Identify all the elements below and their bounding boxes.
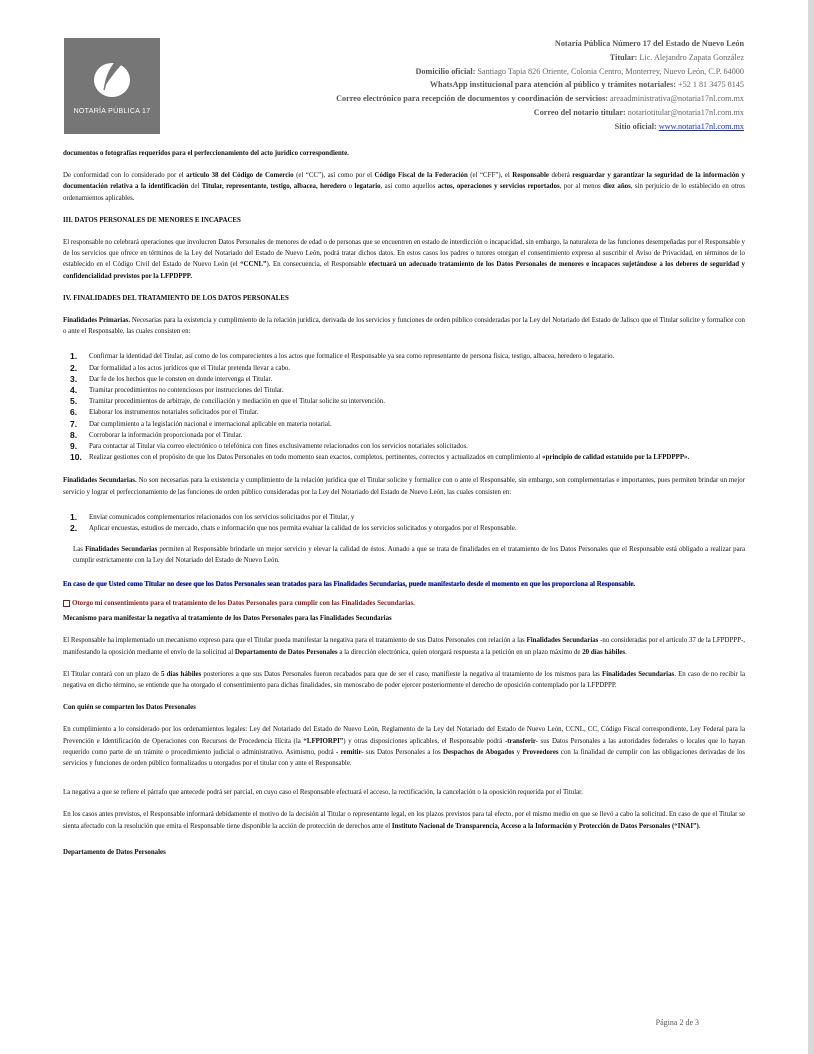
list-item: 7. Dar cumplimiento a la legislación nacional e internacional aplicable en materia notarial.	[70, 418, 332, 429]
list-item: 1. Enviar comunicados complementarios relacionados con los servicios solicitados por el Titular, y	[70, 511, 355, 522]
consent-checkbox[interactable]	[63, 600, 70, 607]
consent-checkbox-row[interactable]	[63, 598, 745, 609]
secondary-purposes-list	[63, 512, 745, 534]
notary-header	[336, 37, 744, 134]
list-item: 2. Aplicar encuestas, estudios de mercado, chats e información que nos permita evaluar la calidad de los servicios solicitados y otorgados por el Responsable.	[70, 523, 517, 534]
paragraph: De conformidad con lo considerado por el artículo 38 del Código de Comercio (el “CC”), así como por el Código Fiscal de la Federación (el “CFF”), el Responsable deberá resguardar y garantizar la seguridad de la información y documentación relativa a la identificación del Titular, representante, testigo, albacea, heredero o legatario, así como aquellos actos, operaciones y servicios reportados, por al menos diez años, sin perjuicio de lo establecido en otros ordenamientos aplicables.	[63, 172, 746, 202]
paragraph: El responsable no celebrará operaciones que involucren Datos Personales de menores de edad o de personas que se encuentren en estado de interdicción o incapacidad, sin embargo, la naturaleza de las funciones desempeñadas por el Responsable y de los servicios que ofrece en términos de la Ley del Notariado del Estado de Nuevo León, podrá tratar dichos datos. En estos casos los padres o tutores otorgan el consentimiento expreso al suscribir el Aviso de Privacidad, en términos de lo establecido en el Código Civil del Estado de Nuevo León (el “CCNL”). En consecuencia, el Responsable efectuará un adecuado tratamiento de los Datos Personales de menores e incapaces sujetándose a los deberes de seguridad y confidencialidad previstos por la LFPDPPP.	[63, 239, 746, 280]
section-heading: IV. FINALIDADES DEL TRATAMIENTO DE LOS DATOS PERSONALES	[63, 294, 289, 302]
paragraph: documentos o fotografías requeridos para el perfeccionamiento del acto jurídico correspondiente.	[63, 150, 349, 157]
correo-label: Correo electrónico para recepción de documentos y coordinación de servicios:	[336, 94, 608, 104]
list-item: 5. Tramitar procedimientos de arbitraje, de conciliación y mediación en que el Titular solicite su intervención.	[70, 396, 385, 407]
primary-purposes-list	[63, 351, 745, 463]
consent-label: Otorgo mi consentimiento para el tratamiento de los Datos Personales para cumplir con las Finalidades Secundarias.	[72, 599, 415, 607]
list-item: 4. Tramitar procedimientos no contenciosos por instrucciones del Titular.	[70, 385, 284, 396]
paragraph: En cumplimiento a lo considerado por los ordenamientos legales: Ley del Notariado del Estado de Nuevo León, Reglamento de la Ley del Notariado del Estado de Nuevo León, CCNL, CC, Código Fiscal correspondiente, Ley Federal para la Prevención e Identificación de Operaciones con Recursos de Procedencia Ilícita (la “LFPIORPI”) y otras disposiciones aplicables, el Responsable podrá -transferir- sus Datos Personales a las autoridades federales o locales que lo hayan requerido como parte de un trámite o procedimiento judicial o administrativo. Asimismo, podrá - remitir- sus Datos Personales a los Despachos de Abogados y Proveedores con la finalidad de cumplir con las obligaciones derivadas de los servicios y funciones de orden público formalizados u otorgados por el titular con y ante el Responsable.	[63, 726, 746, 767]
document-body	[63, 148, 745, 858]
list-item: 8. Corroborar la información proporcionada por el Titular.	[70, 429, 243, 440]
section-heading: Con quién se comparten los Datos Personales	[63, 704, 196, 712]
correo-notario-value: notariotitular@notaria17nl.com.mx	[627, 107, 744, 117]
paragraph: El Titular contará con un plazo de 5 días hábiles posteriores a que sus Datos Personales fueron recabados para que de ser el caso, manifieste la negativa al tratamiento de los mismos para las Finalidades Secundarias. En caso de no recibir la negativa en dicho término, se entiende que ha otorgado el consentimiento para dichas finalidades, sin menoscabo de poder ejercer posteriormente el derecho de oposición contemplado por la LFPDPPP.	[63, 670, 746, 689]
list-item: 1. Confirmar la identidad del Titular, así como de los comparecientes a los actos que formalice el Responsable ya sea como representante de persona física, testigo, albacea, heredero o legatario.	[70, 351, 615, 362]
list-item: 3. Dar fe de los hechos que le consten en donde intervenga el Titular.	[70, 373, 273, 384]
section-heading: Mecanismo para manifestar la negativa al tratamiento de los Datos Personales para las Finalidades Secundarias	[63, 615, 392, 623]
titular-label: Titular:	[609, 52, 638, 62]
list-item: 10. Realizar gestiones con el propósito de que los Datos Personales en todo momento sean exactos, completos, pertinentes, correctos y actualizados en cumplimiento al «principio de calidad estatuido por la LFPDPPP».	[70, 452, 690, 463]
opt-out-notice: En caso de que Usted como Titular no desee que los Datos Personales sean tratados para las Finalidades Secundarias, puede manifestarlo desde el momento en que los proporciona al Responsable.	[63, 580, 636, 588]
paragraph: Finalidades Secundarias. No son necesarias para la existencia y cumplimiento de la relación jurídica que el Titular solicite y formalice con o ante el Responsable, sin embargo, son complementarias e importantes, pues permiten brindar un mejor servicio y lograr el perfeccionamiento de las funciones de orden público consideradas por la Ley del Notariado del Estado de Nuevo León, las cuales consisten en:	[63, 477, 745, 496]
whatsapp-label: WhatsApp institucional para atención al público y trámites notariales:	[429, 80, 676, 90]
correo-value: areaadministrativa@notaria17nl.com.mx	[610, 94, 744, 104]
paragraph: Finalidades Primarias. Necesarias para la existencia y cumplimiento de la relación jurídica, derivada de los servicios y funciones de orden público consideradas por la Ley del Notariado del Estado de Jalisco que el Titular solicite y formalice con o ante el Responsable, las cuales consisten en:	[63, 317, 745, 336]
quill-icon	[64, 38, 160, 108]
paragraph: En los casos antes previstos, el Responsable informará debidamente el motivo de la decisión al Titular o representante legal, en los plazos previstos para tal efecto, por el mismo medio en que se llevó a cabo la solicitud. En caso de que el Titular se sienta afectado con la resolución que emita el Responsable tiene disponible la acción de protección de derechos ante el Instituto Nacional de Transparencia, Acceso a la Información y Protección de Datos Personales (“INAI”).	[63, 811, 745, 830]
page-edge	[808, 0, 814, 1054]
page-number: Página 2 de 3	[655, 1018, 699, 1027]
titular-value: Lic. Alejandro Zapata González	[639, 52, 744, 62]
paragraph: El Responsable ha implementado un mecanismo expreso para que el Titular pueda manifestar la negativa para el tratamiento de sus Datos Personales con relación a las Finalidades Secundarias -no consideradas por el artículo 37 de la LFPDPPP-, manifestando la oposición mediante el envío de la solicitud al Departamento de Datos Personales a la dirección electrónica, quien otorgará respuesta a la petición en un plazo máximo de 20 días hábiles.	[63, 637, 745, 656]
domicilio-label: Domicilio oficial:	[415, 66, 476, 76]
domicilio-value: Santiago Tapia 826 Oriente, Colonia Centro, Monterrey, Nuevo León, C.P. 64000	[477, 66, 744, 76]
list-item: 6. Elaborar los instrumentos notariales solicitados por el Titular.	[70, 407, 259, 418]
section-heading: Departamento de Datos Personales	[63, 848, 166, 856]
logo-text: NOTARÍA PÚBLICA 17	[73, 108, 151, 115]
correo-notario-label: Correo del notario titular:	[533, 107, 626, 117]
list-item: 9. Para contactar al Titular vía correo electrónico o telefónica con fines exclusivamente relacionados con los servicios notariales solicitados.	[70, 441, 468, 452]
paragraph: La negativa a que se refiere el párrafo que antecede podrá ser parcial, en cuyo caso el Responsable efectuará el acceso, la rectificación, la cancelación o la oposición requerida por el Titular.	[63, 789, 583, 797]
website-link[interactable]: www.notaria17nl.com.mx	[658, 121, 744, 131]
sitio-label: Sitio oficial:	[614, 121, 657, 131]
office-name: Notaría Pública Número 17 del Estado de Nuevo León	[554, 39, 744, 48]
list-item: 2. Dar formalidad a los actos jurídicos que el Titular pretenda llevar a cabo.	[70, 362, 291, 373]
section-heading: III. DATOS PERSONALES DE MENORES E INCAPACES	[63, 216, 241, 224]
paragraph: Las Finalidades Secundarias permiten al Responsable brindarle un mejor servicio y elevar la calidad de éstos. Aunado a que se trata de finalidades en el tratamiento de los Datos Personales que el Responsable está obligado a realizar para cumplir estrictamente con la Ley del Notariado del Estado de Nuevo León.	[73, 546, 745, 565]
whatsapp-value: +52 1 81 3475 8145	[677, 80, 744, 90]
notary-logo	[64, 38, 160, 134]
